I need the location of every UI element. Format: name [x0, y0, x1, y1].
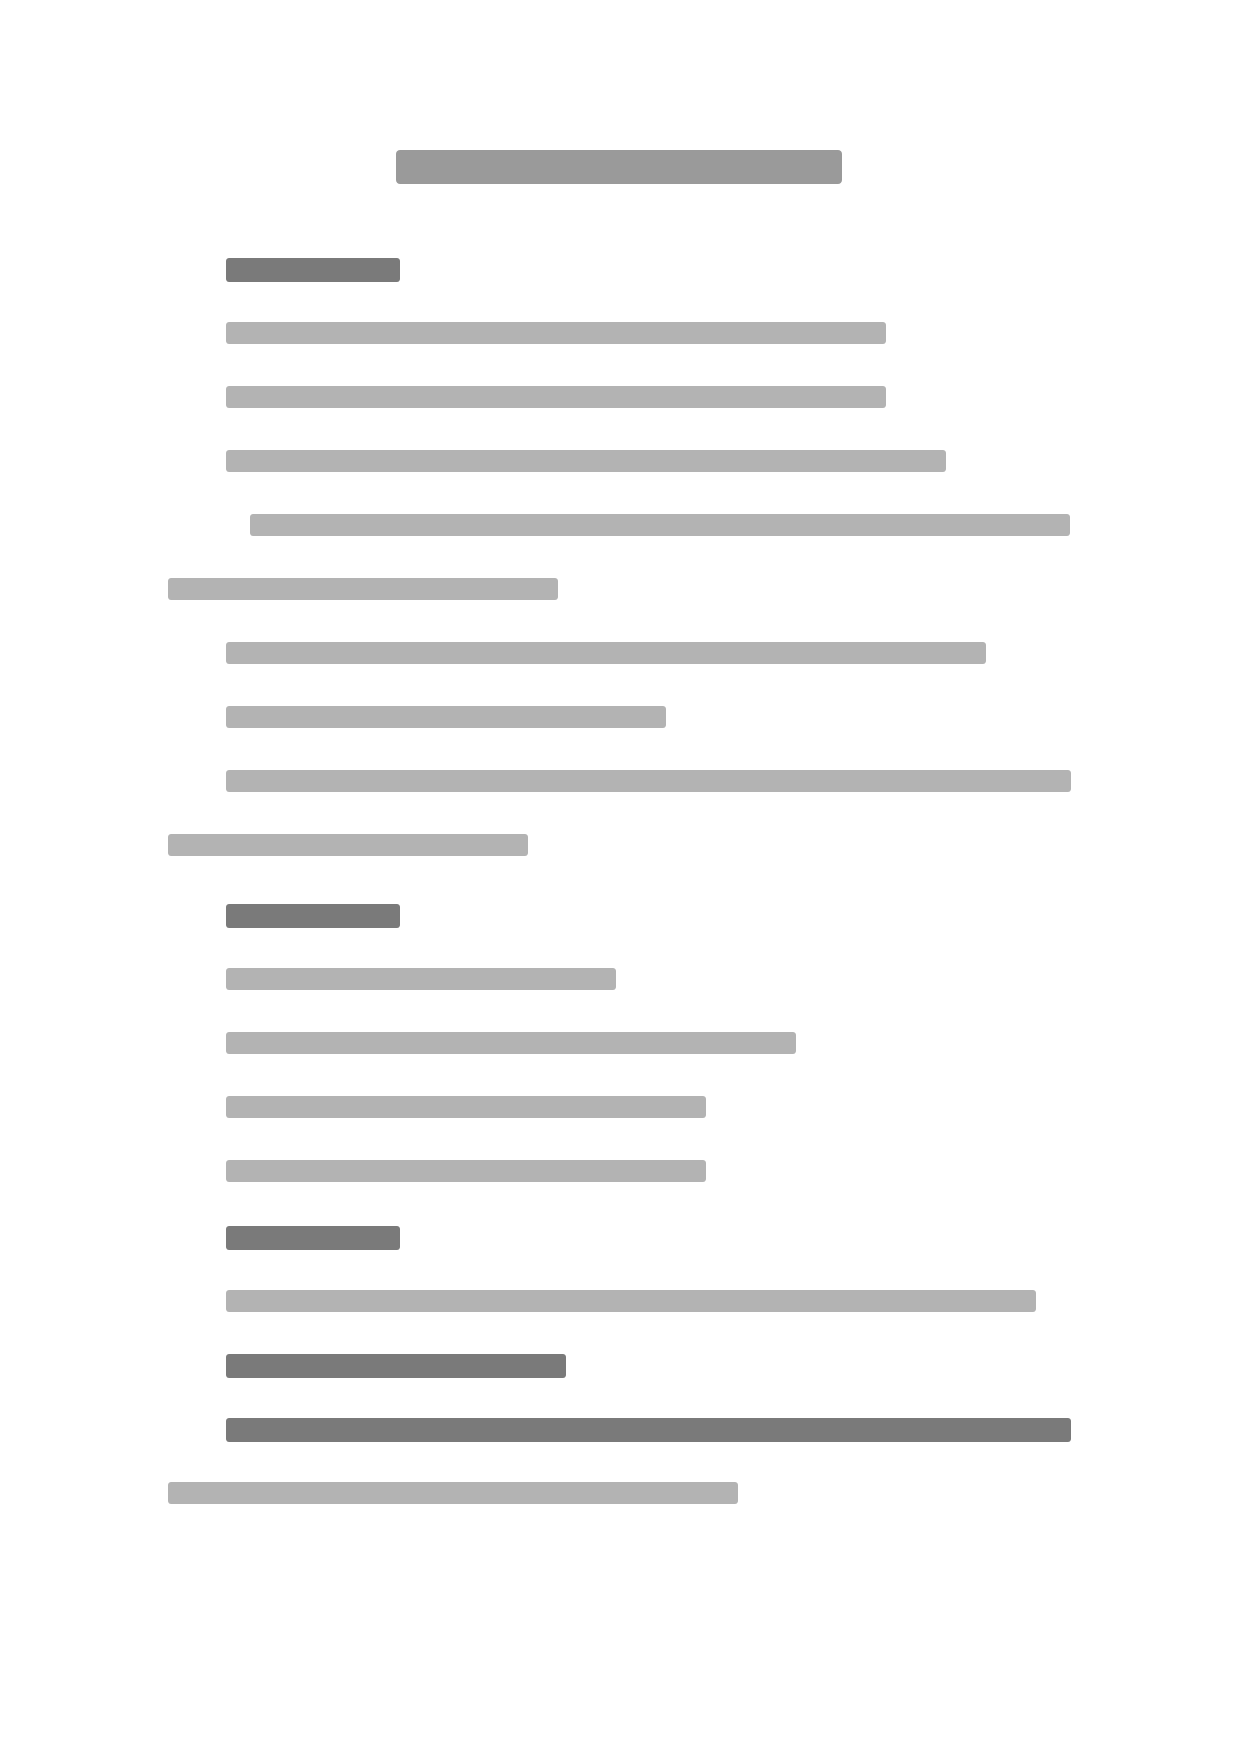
section-heading-placeholder	[226, 258, 400, 282]
section-heading-placeholder	[226, 1354, 566, 1378]
text-line-placeholder	[226, 642, 986, 664]
section-heading-placeholder	[226, 1226, 400, 1250]
text-line-placeholder	[226, 450, 946, 472]
text-line-placeholder	[168, 834, 528, 856]
text-line-placeholder	[168, 1482, 738, 1504]
text-line-placeholder	[226, 968, 616, 990]
section-heading-placeholder	[226, 1418, 1071, 1442]
text-line-placeholder	[226, 386, 886, 408]
text-line-placeholder	[226, 1096, 706, 1118]
text-line-placeholder	[168, 578, 558, 600]
text-line-placeholder	[226, 1160, 706, 1182]
text-line-placeholder	[250, 514, 1070, 536]
text-line-placeholder	[226, 1032, 796, 1054]
text-line-placeholder	[226, 770, 1071, 792]
text-line-placeholder	[226, 706, 666, 728]
title-placeholder	[396, 150, 842, 184]
section-heading-placeholder	[226, 904, 400, 928]
text-line-placeholder	[226, 322, 886, 344]
text-line-placeholder	[226, 1290, 1036, 1312]
